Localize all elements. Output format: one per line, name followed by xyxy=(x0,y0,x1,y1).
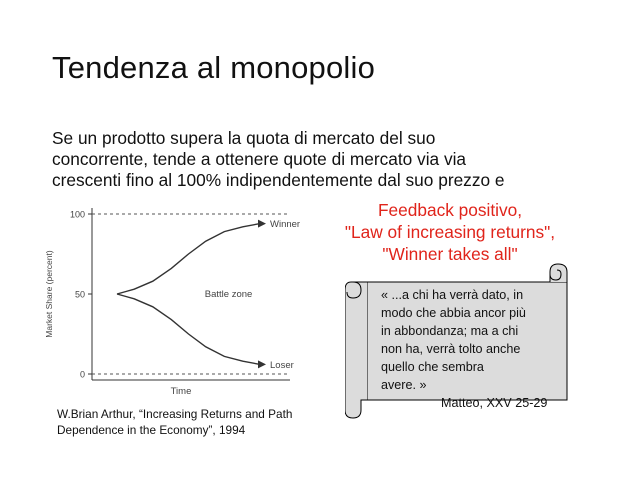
quote-line: in abbondanza; ma a chi xyxy=(381,324,519,338)
market-share-chart xyxy=(40,196,310,396)
y-axis-label: Market Share (percent) xyxy=(44,250,54,338)
series-label-loser: Loser xyxy=(270,359,294,371)
body-text xyxy=(52,128,612,191)
body-line: Se un prodotto supera la quota di mercato del suo xyxy=(52,128,436,148)
slide-title: Tendenza al monopolio xyxy=(52,50,376,85)
quote-line: « ...a chi ha verrà dato, in xyxy=(381,288,524,302)
series-arrow-winner xyxy=(258,220,266,228)
series-line-loser xyxy=(117,294,260,364)
series-line-winner xyxy=(117,224,260,294)
y-tick-label: 50 xyxy=(74,289,85,300)
quote-line: avere. » xyxy=(381,378,427,392)
callout-line: "Law of increasing returns", xyxy=(344,222,556,242)
positive-feedback-callout xyxy=(300,199,600,265)
series-arrow-loser xyxy=(258,360,266,368)
quote-attribution: Matteo, XXV 25-29 xyxy=(441,396,548,410)
citation-line: W.Brian Arthur, “Increasing Returns and Path xyxy=(57,407,293,421)
y-tick-label: 100 xyxy=(69,209,85,220)
body-line: concorrente, tende a ottenere quote di mercato via via xyxy=(52,149,467,169)
body-line: crescenti fino al 100% indipendentemente dal suo prezzo e xyxy=(52,170,505,190)
callout-line: "Winner takes all" xyxy=(382,244,518,264)
quote-line: modo che abbia ancor più xyxy=(381,306,526,320)
quote-line: quello che sembra xyxy=(381,360,484,374)
bible-quote xyxy=(381,286,566,412)
y-tick-label: 0 xyxy=(79,369,85,380)
x-axis-label: Time xyxy=(170,386,192,396)
battle-zone-label: Battle zone xyxy=(204,289,253,300)
citation xyxy=(57,406,327,438)
scroll-left-roll xyxy=(345,282,367,418)
chart-canvas xyxy=(40,196,310,396)
callout-line: Feedback positivo, xyxy=(377,200,523,220)
citation-line: Dependence in the Economy”, 1994 xyxy=(57,423,246,437)
series-label-winner: Winner xyxy=(270,219,301,231)
quote-line: non ha, verrà tolto anche xyxy=(381,342,521,356)
